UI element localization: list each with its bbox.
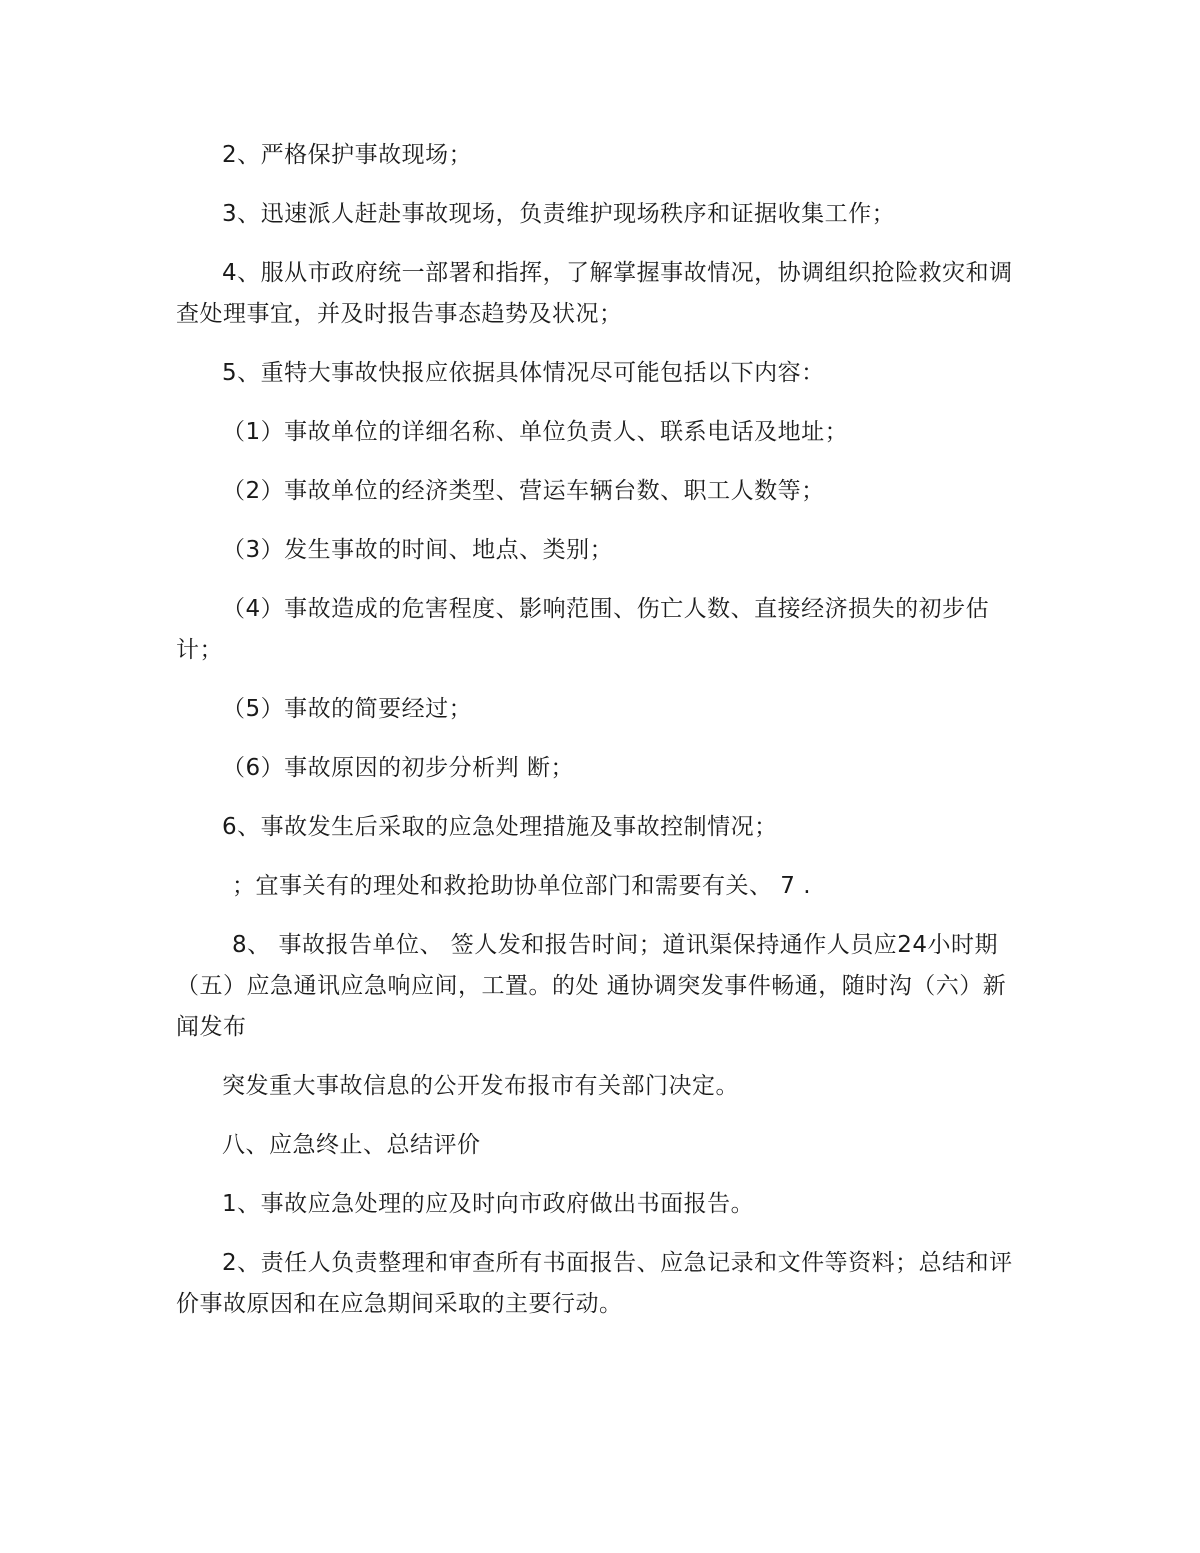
text-line: 5、重特大事故快报应依据具体情况尽可能包括以下内容： [222,360,825,386]
text-line: （4）事故造成的危害程度、影响范围、伤亡人数、直接经济损失的初步估 [222,596,990,622]
text-line: （五）应急通讯应急响应间，工置。的处 通协调突发事件畅通，随时沟（六）新 [176,973,1007,999]
text-line: 2、严格保护事故现场； [222,142,473,168]
text-line: 价事故原因和在应急期间采取的主要行动。 [176,1291,623,1317]
text-line: 突发重大事故信息的公开发布报市有关部门决定。 [222,1073,739,1099]
text-line: 查处理事宜，并及时报告事态趋势及状况； [176,301,623,327]
text-line: 2、责任人负责整理和审查所有书面报告、应急记录和文件等资料；总结和评 [222,1250,1013,1276]
text-line: （3）发生事故的时间、地点、类别； [222,537,614,563]
text-line: （5）事故的简要经过； [222,696,473,722]
text-line: 6、事故发生后采取的应急处理措施及事故控制情况； [222,814,778,840]
text-line: （1）事故单位的详细名称、单位负责人、联系电话及地址； [222,419,849,445]
text-line: 闻发布 [176,1014,247,1040]
text-line: 1、事故应急处理的应及时向市政府做出书面报告。 [222,1191,755,1217]
text-line: （2）事故单位的经济类型、营运车辆台数、职工人数等； [222,478,825,504]
text-line: 4、服从市政府统一部署和指挥，了解掌握事故情况，协调组织抢险救灾和调 [222,260,1013,286]
text-line: ；宜事关有的理处和救抢助协单位部门和需要有关、 7 . [232,873,812,899]
section-heading: 八、应急终止、总结评价 [222,1132,481,1158]
text-line: 8、 事故报告单位、 签人发和报告时间；道讯渠保持通作人员应24小时期 [232,932,999,958]
text-line: 3、迅速派人赶赴事故现场，负责维护现场秩序和证据收集工作； [222,201,896,227]
text-line: （6）事故原因的初步分析判 断； [222,755,574,781]
text-line: 计； [176,637,223,663]
